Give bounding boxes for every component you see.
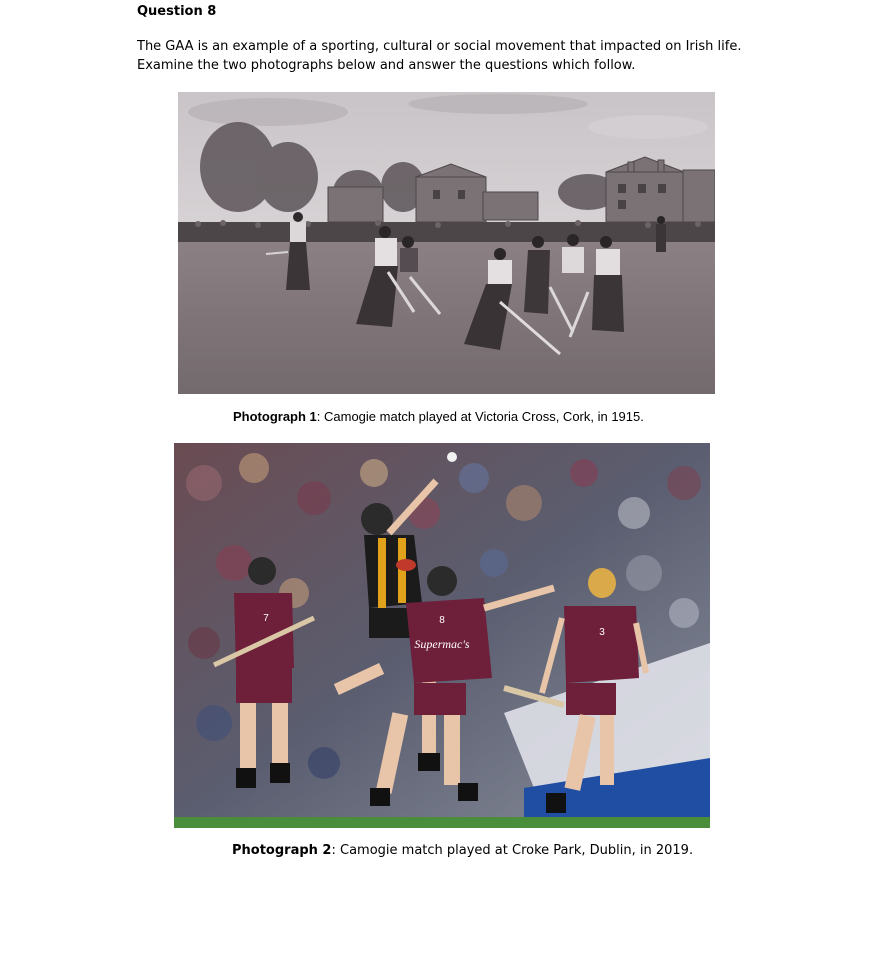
jersey-number-7: 7	[263, 613, 269, 624]
question-heading: Question 8	[137, 4, 217, 19]
photograph-2-caption	[232, 843, 693, 858]
sponsor-text: Supermac's	[414, 637, 470, 651]
photograph-2-label: Photograph 2	[232, 843, 332, 858]
photograph-1-label: Photograph 1	[233, 409, 317, 424]
photograph-2-caption-text: : Camogie match played at Croke Park, Dublin, in 2019.	[331, 843, 694, 858]
photograph-1-caption-text: : Camogie match played at Victoria Cross, Cork, in 1915.	[316, 409, 644, 424]
jersey-number-3: 3	[599, 627, 605, 638]
photograph-2-image	[174, 443, 710, 828]
intro-paragraph	[137, 37, 777, 75]
intro-line-1: The GAA is an example of a sporting, cultural or social movement that impacted on Irish life.	[137, 39, 742, 54]
jersey-number-8: 8	[439, 615, 445, 626]
intro-line-2: Examine the two photographs below and answer the questions which follow.	[137, 58, 636, 73]
photograph-1-image	[178, 92, 715, 394]
photograph-1-caption	[233, 409, 644, 424]
